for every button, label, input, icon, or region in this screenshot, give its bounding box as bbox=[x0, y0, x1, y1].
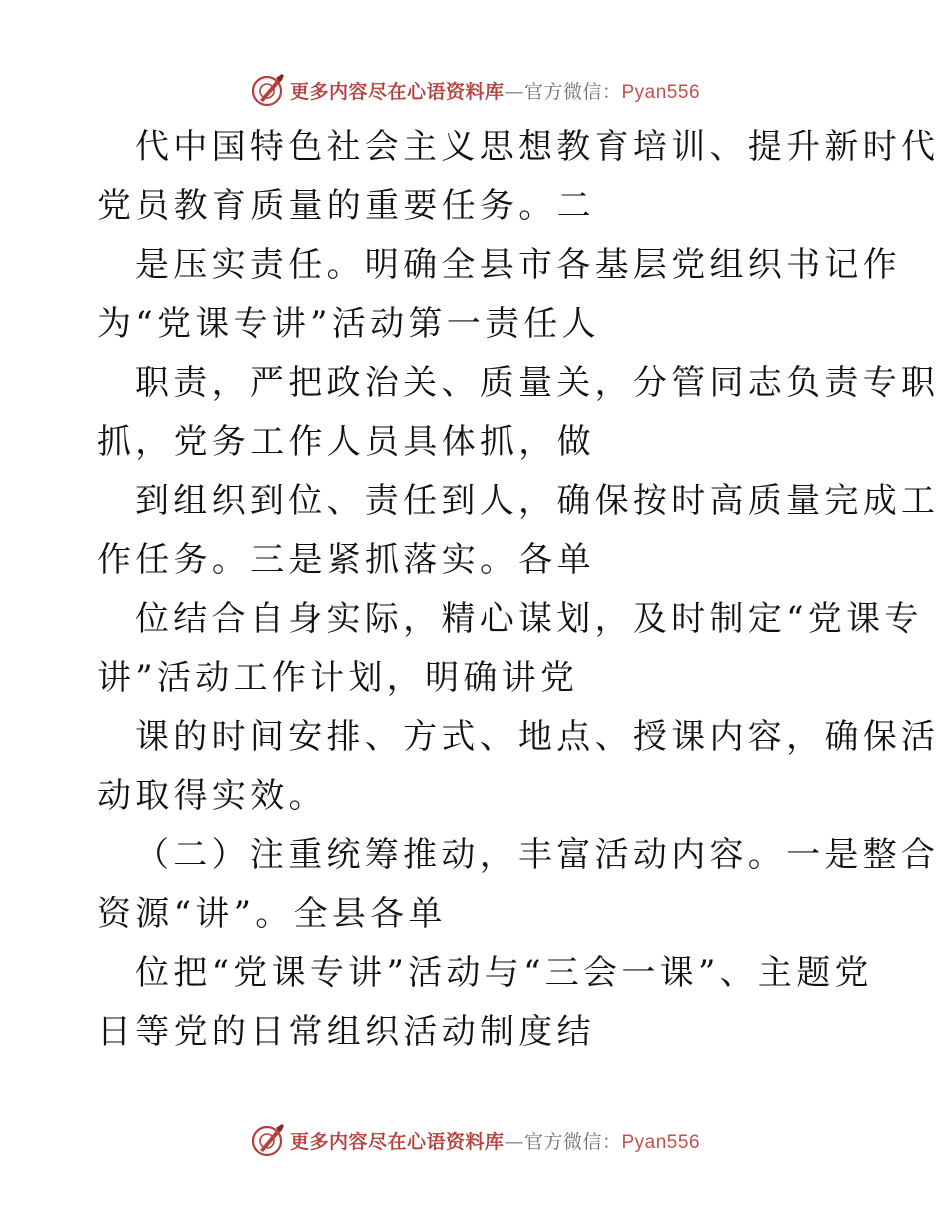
quill-logo-icon bbox=[250, 72, 286, 108]
watermark-label: 官方微信： bbox=[523, 80, 622, 103]
watermark-wechat-id: Pyan556 bbox=[621, 1131, 701, 1153]
quill-logo-icon bbox=[250, 1122, 286, 1158]
watermark-brand: 更多内容尽在心语资料库 bbox=[289, 1130, 505, 1153]
text-line: 位结合自身实际，精心谋划，及时制定“党课专 bbox=[135, 599, 923, 639]
watermark-label: 官方微信： bbox=[523, 1130, 622, 1153]
watermark-separator: — bbox=[504, 1130, 524, 1153]
footer-watermark bbox=[0, 1120, 950, 1160]
text-line: 资源“讲”。全县各单 bbox=[97, 894, 447, 934]
text-line: 职责，严把政治关、质量关，分管同志负责专职 bbox=[135, 363, 940, 403]
watermark-text bbox=[290, 1127, 700, 1154]
text-line: 抓，党务工作人员具体抓，做 bbox=[97, 422, 595, 462]
text-line: 代中国特色社会主义思想教育培训、提升新时代 bbox=[135, 127, 940, 167]
text-line: 课的时间安排、方式、地点、授课内容，确保活 bbox=[135, 717, 940, 757]
watermark-separator: — bbox=[504, 80, 524, 103]
watermark-brand: 更多内容尽在心语资料库 bbox=[289, 80, 505, 103]
watermark-wechat-id: Pyan556 bbox=[621, 81, 701, 103]
text-line: 讲”活动工作计划，明确讲党 bbox=[97, 658, 579, 698]
text-line: 作任务。三是紧抓落实。各单 bbox=[97, 540, 595, 580]
watermark-text bbox=[290, 77, 700, 104]
text-line: 日等党的日常组织活动制度结 bbox=[97, 1012, 595, 1052]
text-line: 为“党课专讲”活动第一责任人 bbox=[97, 304, 600, 344]
text-line: 是压实责任。明确全县市各基层党组织书记作 bbox=[135, 245, 901, 285]
text-line: 动取得实效。 bbox=[97, 776, 327, 816]
header-watermark bbox=[0, 70, 950, 110]
text-line: （二）注重统筹推动，丰富活动内容。一是整合 bbox=[135, 835, 940, 875]
text-line: 到组织到位、责任到人，确保按时高质量完成工 bbox=[135, 481, 940, 521]
text-line: 党员教育质量的重要任务。二 bbox=[97, 186, 595, 226]
text-line: 位把“党课专讲”活动与“三会一课”、主题党 bbox=[135, 953, 873, 993]
